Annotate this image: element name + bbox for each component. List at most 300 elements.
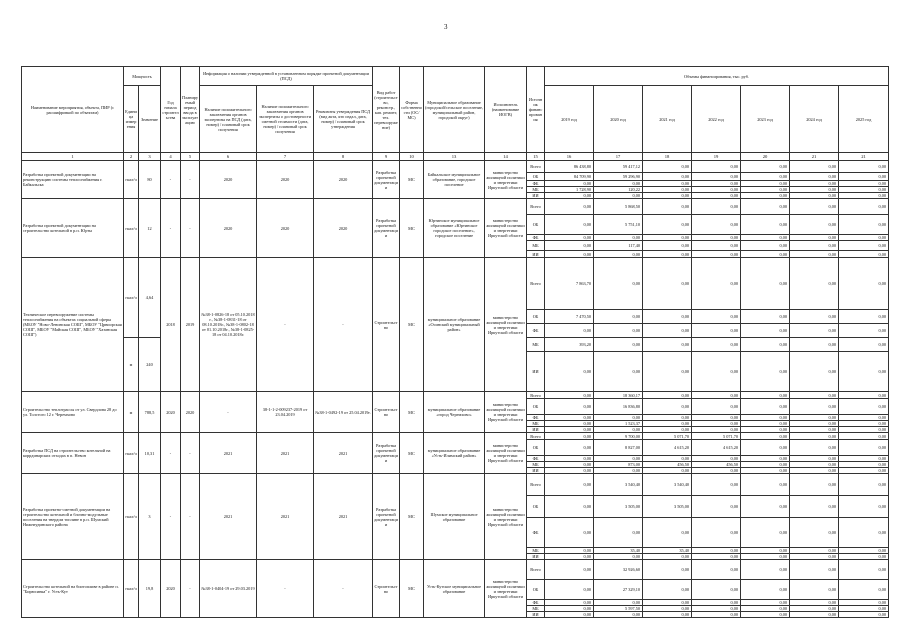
funding-amount: 0,00 <box>839 258 889 310</box>
funding-amount: 0,00 <box>643 215 692 235</box>
project-end-year: - <box>181 560 200 618</box>
funding-amount: 0,00 <box>741 181 790 187</box>
header-municipality: Муниципальное образование (городской/сельское поселение, муниципальный район, городской округ) <box>424 67 485 153</box>
funding-amount: 0,00 <box>839 468 889 474</box>
funding-amount: 0,00 <box>790 600 839 606</box>
funding-amount: 0,00 <box>545 433 594 440</box>
funding-amount: 0,00 <box>741 421 790 427</box>
project-start-year: 2020 <box>161 560 181 618</box>
funding-amount: 0,00 <box>790 548 839 554</box>
project-municipality: Усть-Кутское муниципальное образование <box>424 560 485 618</box>
funding-amount: 9 700,00 <box>594 433 643 440</box>
project-unit: м <box>124 392 139 433</box>
funding-amount: 0,00 <box>741 338 790 352</box>
project-name: Разработка проектной документации на строительство котельной в р.п. Юрты <box>22 199 124 258</box>
funding-amount: 0,00 <box>790 251 839 258</box>
funding-amount: 0,00 <box>741 187 790 193</box>
funding-amount: 0,00 <box>643 427 692 433</box>
funding-amount: 393,20 <box>545 338 594 352</box>
funding-amount: 0,00 <box>790 352 839 392</box>
funding-table <box>21 66 889 618</box>
header-year: 2020 год <box>594 86 643 153</box>
funding-amount: 0,00 <box>692 518 741 548</box>
funding-amount: 0,00 <box>692 251 741 258</box>
project-approval: 2020 <box>314 199 373 258</box>
funding-amount: 0,00 <box>790 215 839 235</box>
funding-amount: 0,00 <box>692 187 741 193</box>
funding-amount: 0,00 <box>790 496 839 518</box>
funding-amount: 0,00 <box>545 440 594 456</box>
project-work-type: Строительство <box>373 258 400 392</box>
column-number-cell: 6 <box>200 153 257 161</box>
funding-amount: 0,00 <box>741 251 790 258</box>
funding-amount: 0,00 <box>790 456 839 462</box>
funding-amount: 0,00 <box>839 580 889 600</box>
funding-amount: 5 071,70 <box>643 433 692 440</box>
header-docs-info: Информация о наличии утвержденной в установленном порядке проектной документации (ПСД) <box>200 67 373 86</box>
table-row <box>22 433 889 440</box>
funding-amount: 0,00 <box>545 612 594 618</box>
funding-amount: 0,00 <box>741 193 790 199</box>
funding-amount: 0,00 <box>692 468 741 474</box>
funding-source: ОБ <box>527 310 545 324</box>
funding-amount: 0,00 <box>643 161 692 173</box>
project-name: Разработка ПСД на строительство котельной на коррдинарских отходах в п. Невон <box>22 433 124 474</box>
project-positive-conclusion: 2020 <box>200 161 257 199</box>
funding-amount: 0,00 <box>790 193 839 199</box>
funding-amount: 0,00 <box>545 468 594 474</box>
funding-amount: 0,00 <box>643 518 692 548</box>
funding-amount: 456,50 <box>643 462 692 468</box>
project-unit: гкал/ч <box>124 474 139 560</box>
funding-source: МБ <box>527 241 545 251</box>
funding-amount: 0,00 <box>692 580 741 600</box>
funding-source: ИИ <box>527 352 545 392</box>
funding-amount: 0,00 <box>790 421 839 427</box>
funding-source: ОБ <box>527 496 545 518</box>
funding-amount: 0,00 <box>839 421 889 427</box>
project-executor: министерство жилищной политики и энергетики Иркутской области <box>485 560 527 618</box>
table-row <box>22 474 889 496</box>
project-executor: министерство жилищной политики и энергетики Иркутской области <box>485 199 527 258</box>
funding-amount: 0,00 <box>692 548 741 554</box>
funding-amount: 0,00 <box>643 421 692 427</box>
funding-amount: 0,00 <box>545 392 594 399</box>
funding-amount: 0,00 <box>692 612 741 618</box>
funding-amount: 0,00 <box>790 554 839 560</box>
funding-amount: 0,00 <box>545 193 594 199</box>
header-funding: Объемы финансирования, тыс. руб. <box>545 67 889 86</box>
funding-source: ФБ <box>527 600 545 606</box>
funding-amount: 0,00 <box>839 440 889 456</box>
header-start-year: Год начала строительства <box>161 67 181 153</box>
funding-amount: 3 505,00 <box>643 496 692 518</box>
funding-amount: 0,00 <box>545 251 594 258</box>
funding-amount: 0,00 <box>790 462 839 468</box>
project-value: 19,8 <box>139 560 161 618</box>
funding-amount: 0,00 <box>594 258 643 310</box>
project-estimate-conclusion: - <box>257 258 314 392</box>
funding-source: МБ <box>527 548 545 554</box>
funding-amount: 0,00 <box>545 215 594 235</box>
funding-source: Всего <box>527 161 545 173</box>
funding-amount: 0,00 <box>839 392 889 399</box>
funding-amount: 0,00 <box>643 173 692 181</box>
column-number-cell: 21 <box>839 153 889 161</box>
funding-amount: 0,00 <box>545 199 594 215</box>
funding-amount: 0,00 <box>545 421 594 427</box>
funding-amount: 0,00 <box>839 310 889 324</box>
funding-amount: 0,00 <box>692 173 741 181</box>
funding-amount: 0,00 <box>545 427 594 433</box>
funding-amount: 0,00 <box>594 235 643 241</box>
funding-amount: 0,00 <box>643 600 692 606</box>
project-unit: гкал/ч <box>124 161 139 199</box>
funding-amount: 0,00 <box>790 392 839 399</box>
column-number-cell: 16 <box>545 153 594 161</box>
project-approval: - <box>314 560 373 618</box>
funding-amount: 0,00 <box>692 241 741 251</box>
project-end-year: - <box>181 474 200 560</box>
funding-amount: 0,00 <box>692 600 741 606</box>
header-year: 2019 год <box>545 86 594 153</box>
project-start-year: 2018 <box>161 258 181 392</box>
funding-amount: 1 523,37 <box>594 421 643 427</box>
column-number-cell: 8 <box>314 153 373 161</box>
project-approval: - <box>314 258 373 392</box>
funding-amount: 4 615,20 <box>643 440 692 456</box>
funding-source: ИИ <box>527 193 545 199</box>
funding-amount: 0,00 <box>594 456 643 462</box>
funding-amount: 0,00 <box>741 606 790 612</box>
funding-source: Всего <box>527 258 545 310</box>
project-approval: 2020 <box>314 161 373 199</box>
funding-amount: 0,00 <box>545 324 594 338</box>
funding-amount: 0,00 <box>643 415 692 421</box>
project-ownership: МС <box>400 258 424 392</box>
funding-source: ОБ <box>527 399 545 415</box>
header-row-1 <box>22 67 889 86</box>
funding-amount: 0,00 <box>790 161 839 173</box>
header-estimate: Наличие положительного заключения органов экспертизы о достоверности сметной стоимости (дата, номер) / плановый срок получения <box>257 86 314 153</box>
project-name: Строительство котельной на биотопливе в районе п. "Бирюсинка" г. Усть-Кут <box>22 560 124 618</box>
project-unit: гкал/ч <box>124 560 139 618</box>
funding-amount: 0,00 <box>790 606 839 612</box>
funding-amount: 27 329,10 <box>594 580 643 600</box>
funding-amount: 0,00 <box>790 612 839 618</box>
project-approval: 2021 <box>314 433 373 474</box>
funding-amount: 0,00 <box>741 399 790 415</box>
funding-amount: 0,00 <box>692 161 741 173</box>
project-unit: гкал/ч <box>124 258 139 338</box>
header-name: Наименование мероприятия, объекта, ПИР (с расшифровкой по объектам) <box>22 67 124 153</box>
funding-amount: 0,00 <box>839 518 889 548</box>
funding-amount: 0,00 <box>545 462 594 468</box>
funding-amount: 0,00 <box>741 462 790 468</box>
funding-amount: 5 597,50 <box>594 606 643 612</box>
funding-amount: 0,00 <box>839 415 889 421</box>
project-positive-conclusion: №38-1-0826-18 от 05.10.2018 г., №38-1-0831-18 от 08.10.2018г., №38-1-0802-18 от 01.10.2018г., №38-1-0825-18 от 04.10.2018г. <box>200 258 257 392</box>
funding-amount: 0,00 <box>790 181 839 187</box>
project-end-year: 2020 <box>181 392 200 433</box>
project-executor: министерство жилищной политики и энергетики Иркутской области <box>485 392 527 433</box>
funding-amount: 7 863,70 <box>545 258 594 310</box>
funding-amount: 0,00 <box>643 612 692 618</box>
funding-amount: 0,00 <box>741 392 790 399</box>
funding-amount: 0,00 <box>839 199 889 215</box>
funding-amount: 0,00 <box>643 554 692 560</box>
project-positive-conclusion: - <box>200 392 257 433</box>
project-executor: министерство жилищной политики и энергетики Иркутской области <box>485 258 527 392</box>
funding-amount: 0,00 <box>741 433 790 440</box>
funding-amount: 0,00 <box>643 193 692 199</box>
funding-source: ИИ <box>527 554 545 560</box>
funding-amount: 0,00 <box>643 338 692 352</box>
funding-source: МБ <box>527 606 545 612</box>
funding-amount: 0,00 <box>741 215 790 235</box>
funding-source: ИИ <box>527 612 545 618</box>
column-number-cell: 7 <box>257 153 314 161</box>
table-row <box>22 161 889 173</box>
table-row <box>22 199 889 215</box>
funding-source: Всего <box>527 560 545 580</box>
funding-amount: 0,00 <box>790 415 839 421</box>
funding-amount: 32 926,60 <box>594 560 643 580</box>
project-value: 10,31 <box>139 433 161 474</box>
funding-amount: 0,00 <box>839 560 889 580</box>
project-estimate-conclusion: 2021 <box>257 433 314 474</box>
project-end-year: - <box>181 199 200 258</box>
funding-amount: 0,00 <box>741 496 790 518</box>
project-value: 240 <box>139 338 161 392</box>
funding-amount: 0,00 <box>790 468 839 474</box>
funding-amount: 0,00 <box>692 181 741 187</box>
project-unit: м <box>124 338 139 392</box>
table-row <box>22 392 889 399</box>
funding-amount: 0,00 <box>741 548 790 554</box>
funding-amount: 0,00 <box>741 173 790 181</box>
funding-amount: 0,00 <box>790 474 839 496</box>
project-ownership: МС <box>400 161 424 199</box>
project-value: 788,5 <box>139 392 161 433</box>
funding-amount: 0,00 <box>741 612 790 618</box>
funding-amount: 1 728,90 <box>545 187 594 193</box>
header-end-year: Планируемый период ввода в эксплуатацию <box>181 67 200 153</box>
header-year: 2022 год <box>692 86 741 153</box>
column-number-cell: 19 <box>692 153 741 161</box>
funding-amount: 0,00 <box>839 352 889 392</box>
project-positive-conclusion: 2021 <box>200 474 257 560</box>
funding-amount: 0,00 <box>839 554 889 560</box>
funding-amount: 0,00 <box>594 338 643 352</box>
column-number-cell: 21 <box>790 153 839 161</box>
project-estimate-conclusion: 38-1-1-2-009237-2019 от 23.04.2019 <box>257 392 314 433</box>
funding-amount: 0,00 <box>594 427 643 433</box>
project-value: 12 <box>139 199 161 258</box>
funding-amount: 0,00 <box>741 352 790 392</box>
project-municipality: Юртинское муниципальное образование «Юртинское городское поселение», городское поселение <box>424 199 485 258</box>
funding-source: МБ <box>527 462 545 468</box>
project-start-year: 2020 <box>161 392 181 433</box>
project-work-type: Строительство <box>373 560 400 618</box>
funding-amount: 0,00 <box>790 440 839 456</box>
funding-amount: 0,00 <box>545 518 594 548</box>
funding-amount: 0,00 <box>839 251 889 258</box>
table-row <box>22 258 889 310</box>
funding-amount: 86 438,80 <box>545 161 594 173</box>
header-unit: Единица измерения <box>124 86 139 153</box>
funding-amount: 0,00 <box>741 474 790 496</box>
funding-amount: 456,50 <box>692 462 741 468</box>
funding-amount: 0,00 <box>643 580 692 600</box>
funding-amount: 0,00 <box>594 600 643 606</box>
funding-source: ИИ <box>527 251 545 258</box>
project-municipality: Шумское муниципальное образование <box>424 474 485 560</box>
funding-amount: 7 470,50 <box>545 310 594 324</box>
funding-amount: 0,00 <box>839 548 889 554</box>
funding-amount: 84 709,90 <box>545 173 594 181</box>
funding-amount: 0,00 <box>643 392 692 399</box>
column-number-cell: 2 <box>124 153 139 161</box>
funding-amount: 0,00 <box>839 600 889 606</box>
header-year: 2024 год <box>790 86 839 153</box>
funding-amount: 0,00 <box>594 181 643 187</box>
funding-amount: 0,00 <box>643 187 692 193</box>
funding-source: ОБ <box>527 440 545 456</box>
funding-amount: 0,00 <box>839 324 889 338</box>
funding-source: МБ <box>527 421 545 427</box>
funding-amount: 0,00 <box>692 496 741 518</box>
project-positive-conclusion: №38-1-0404-19 от 29.03.2019 <box>200 560 257 618</box>
funding-amount: 0,00 <box>594 554 643 560</box>
project-municipality: муниципальное образование «Усть-Илимский район» <box>424 433 485 474</box>
project-ownership: МС <box>400 392 424 433</box>
funding-amount: 0,00 <box>839 474 889 496</box>
funding-amount: 0,00 <box>839 462 889 468</box>
column-number-cell: 3 <box>139 153 161 161</box>
project-work-type: Разработка проектной документации <box>373 433 400 474</box>
funding-amount: 0,00 <box>741 324 790 338</box>
funding-source: МБ <box>527 338 545 352</box>
funding-amount: 5 868,50 <box>594 199 643 215</box>
project-positive-conclusion: 2021 <box>200 433 257 474</box>
funding-amount: 35,40 <box>594 548 643 554</box>
funding-amount: 117,40 <box>594 241 643 251</box>
project-work-type: Разработка проектной документации <box>373 161 400 199</box>
header-power: Мощность <box>124 67 161 86</box>
funding-amount: 0,00 <box>839 606 889 612</box>
funding-amount: 0,00 <box>643 324 692 338</box>
funding-amount: 0,00 <box>839 241 889 251</box>
funding-amount: 0,00 <box>643 235 692 241</box>
funding-amount: 0,00 <box>741 600 790 606</box>
funding-amount: 0,00 <box>692 258 741 310</box>
funding-amount: 0,00 <box>790 518 839 548</box>
funding-amount: 0,00 <box>692 415 741 421</box>
project-estimate-conclusion: 2021 <box>257 474 314 560</box>
project-start-year: - <box>161 161 181 199</box>
funding-amount: 0,00 <box>790 235 839 241</box>
funding-amount: 8 827,00 <box>594 440 643 456</box>
funding-amount: 3 505,00 <box>594 496 643 518</box>
funding-amount: 16 836,80 <box>594 399 643 415</box>
column-number-cell: 17 <box>594 153 643 161</box>
project-ownership: МС <box>400 474 424 560</box>
project-name: Строительство теплотрассы от ул. Свердлова 28 до ул. Толстого 12 г. Черемхово <box>22 392 124 433</box>
project-municipality: муниципальное образование «город Черемхово» <box>424 392 485 433</box>
funding-amount: 0,00 <box>741 440 790 456</box>
table-body <box>22 67 889 618</box>
project-end-year: - <box>181 433 200 474</box>
funding-amount: 0,00 <box>839 215 889 235</box>
project-value: 3 <box>139 474 161 560</box>
funding-amount: 0,00 <box>692 193 741 199</box>
header-ownership: Форма собственности (ОС/МС) <box>400 67 424 153</box>
funding-amount: 0,00 <box>790 580 839 600</box>
project-end-year: - <box>181 161 200 199</box>
column-number-cell: 14 <box>485 153 527 161</box>
funding-amount: 0,00 <box>594 251 643 258</box>
funding-amount: 0,00 <box>839 433 889 440</box>
project-municipality: Байкальское муниципальное образование, городское поселение <box>424 161 485 199</box>
funding-source: ОБ <box>527 173 545 181</box>
column-number-cell: 20 <box>741 153 790 161</box>
project-start-year: - <box>161 433 181 474</box>
header-year: 2021 год <box>643 86 692 153</box>
project-approval: 2021 <box>314 474 373 560</box>
funding-source: Всего <box>527 199 545 215</box>
funding-amount: 0,00 <box>545 600 594 606</box>
funding-amount: 0,00 <box>790 324 839 338</box>
funding-amount: 0,00 <box>594 468 643 474</box>
funding-amount: 3 540,40 <box>643 474 692 496</box>
funding-amount: 0,00 <box>790 187 839 193</box>
funding-amount: 0,00 <box>594 352 643 392</box>
funding-amount: 59 296,90 <box>594 173 643 181</box>
project-positive-conclusion: 2020 <box>200 199 257 258</box>
funding-amount: 18 360,17 <box>594 392 643 399</box>
funding-amount: 0,00 <box>692 235 741 241</box>
funding-source: Всего <box>527 433 545 440</box>
project-work-type: Разработка проектной документации <box>373 199 400 258</box>
project-estimate-conclusion: - <box>257 560 314 618</box>
funding-amount: 0,00 <box>692 456 741 462</box>
funding-amount: 0,00 <box>790 433 839 440</box>
column-number-cell: 1 <box>22 153 124 161</box>
header-work-type: Вид работ (строительство, реконстр., кап. ремонт, тех. перевооружение) <box>373 67 400 153</box>
project-start-year: - <box>161 474 181 560</box>
funding-amount: 0,00 <box>643 241 692 251</box>
funding-source: ОБ <box>527 215 545 235</box>
header-year: 2023 год <box>741 86 790 153</box>
funding-amount: 0,00 <box>545 554 594 560</box>
funding-amount: 0,00 <box>839 399 889 415</box>
funding-amount: 0,00 <box>790 399 839 415</box>
funding-amount: 0,00 <box>839 181 889 187</box>
funding-amount: 59 417,12 <box>594 161 643 173</box>
funding-amount: 0,00 <box>643 468 692 474</box>
funding-amount: 0,00 <box>839 193 889 199</box>
funding-amount: 0,00 <box>643 181 692 187</box>
funding-amount: 0,00 <box>692 399 741 415</box>
funding-amount: 0,00 <box>692 421 741 427</box>
column-number-cell: 18 <box>643 153 692 161</box>
project-start-year: - <box>161 199 181 258</box>
funding-amount: 0,00 <box>643 399 692 415</box>
funding-amount: 0,00 <box>692 310 741 324</box>
project-ownership: МС <box>400 199 424 258</box>
funding-amount: 0,00 <box>545 415 594 421</box>
